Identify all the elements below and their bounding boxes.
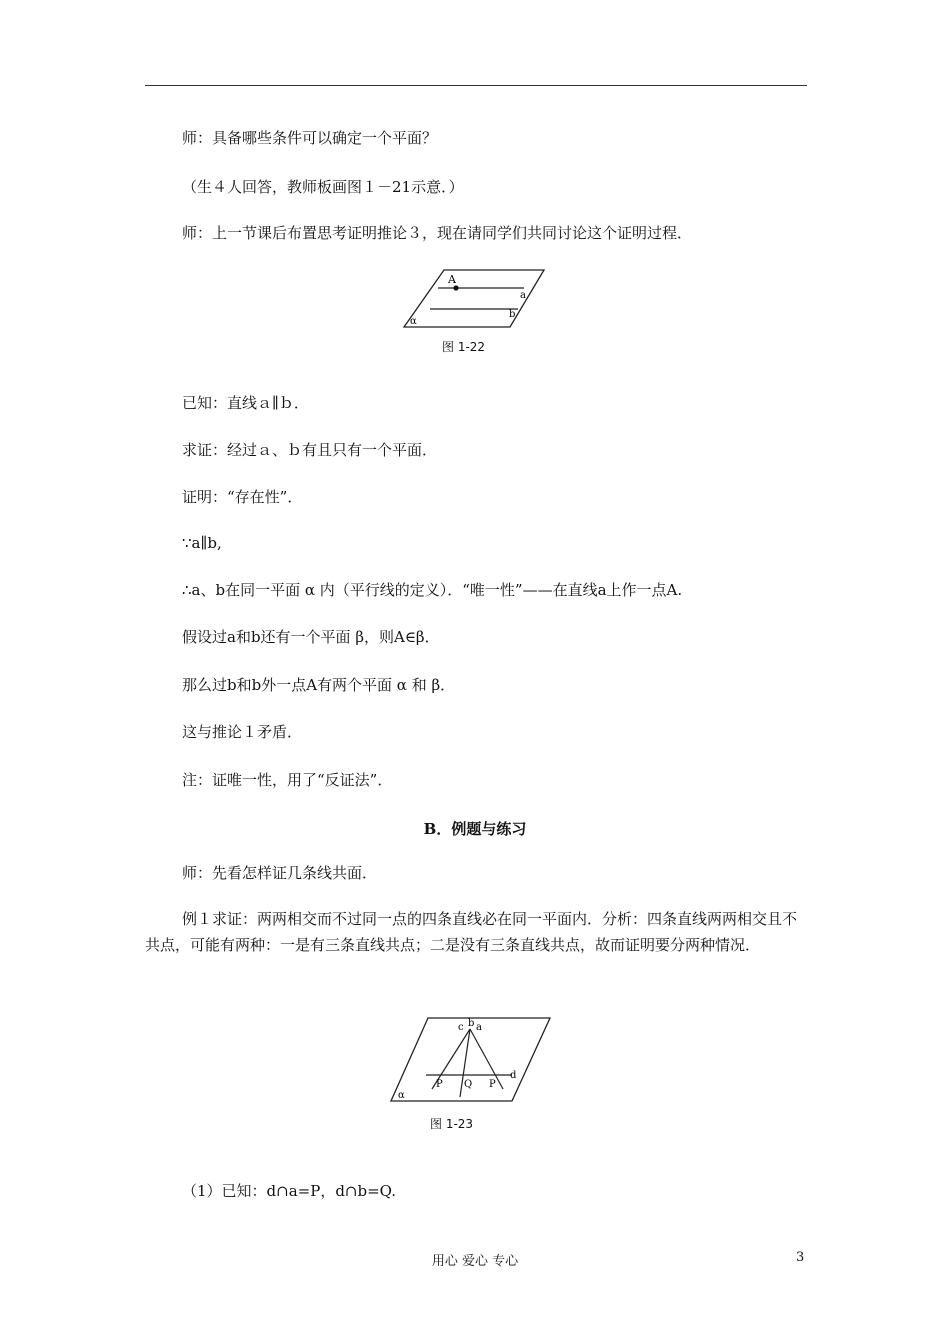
text-line-6: 证明：“存在性”． [182, 488, 303, 506]
page-number: 3 [796, 1250, 805, 1265]
section-heading: B．例题与练习 [423, 820, 527, 838]
label-Q: Q [464, 1079, 473, 1090]
label-A: A [448, 273, 456, 286]
label-P-left: P [436, 1079, 443, 1090]
figure-1-22 [398, 265, 550, 330]
label-c: c [458, 1022, 464, 1033]
text-line-1: 师：具备哪些条件可以确定一个平面？ [182, 129, 438, 147]
label-alpha: α [398, 1090, 405, 1101]
figure-1-23 [388, 1015, 553, 1105]
text-line-8: ∴a、b在同一平面 α 内（平行线的定义）．“唯一性”——在直线a上作一点A. [182, 581, 683, 599]
example-paragraph: 例１求证：两两相交而不过同一点的四条直线必在同一平面内．分析：四条直线两两相交且不共点，可能有两种：一是有三条直线共点；二是没有三条直线共点，故而证明要分两种情况． [145, 910, 798, 954]
label-a: a [476, 1022, 482, 1033]
text-line-3: 师：上一节课后布置思考证明推论３，现在请同学们共同讨论这个证明过程． [182, 224, 693, 242]
label-a: a [520, 290, 526, 301]
label-alpha: α [410, 316, 417, 327]
text-line-12: 注：证唯一性，用了“反证法”． [182, 771, 393, 789]
line-c [470, 1029, 503, 1089]
text-line-4: 已知：直线ａ∥ｂ． [182, 394, 309, 412]
figure-1-22-caption: 图 1-22 [442, 340, 486, 354]
point-A [453, 285, 458, 290]
text-line-7: ∵a∥b, [182, 534, 222, 552]
text-line-2: （生４人回答，教师板画图１－21示意．） [182, 178, 464, 196]
text-line-11: 这与推论１矛盾． [182, 723, 303, 741]
label-b: b [468, 1018, 475, 1029]
text-line-5: 求证：经过ａ、ｂ有且只有一个平面． [182, 441, 438, 459]
text-line-14: （1）已知：d∩a=P，d∩b=Q. [182, 1182, 396, 1200]
figure-1-23-caption: 图 1-23 [430, 1117, 474, 1131]
header-rule [145, 85, 807, 86]
footer-text: 用心 爱心 专心 [431, 1254, 519, 1269]
label-d: d [510, 1070, 517, 1081]
text-line-13: 师：先看怎样证几条线共面． [182, 864, 378, 882]
text-line-9: 假设过a和b还有一个平面 β，则A∈β． [182, 628, 440, 646]
label-b: b [509, 309, 516, 320]
text-line-10: 那么过b和b外一点A有两个平面 α 和 β． [182, 676, 456, 694]
label-P-right: P [489, 1079, 496, 1090]
